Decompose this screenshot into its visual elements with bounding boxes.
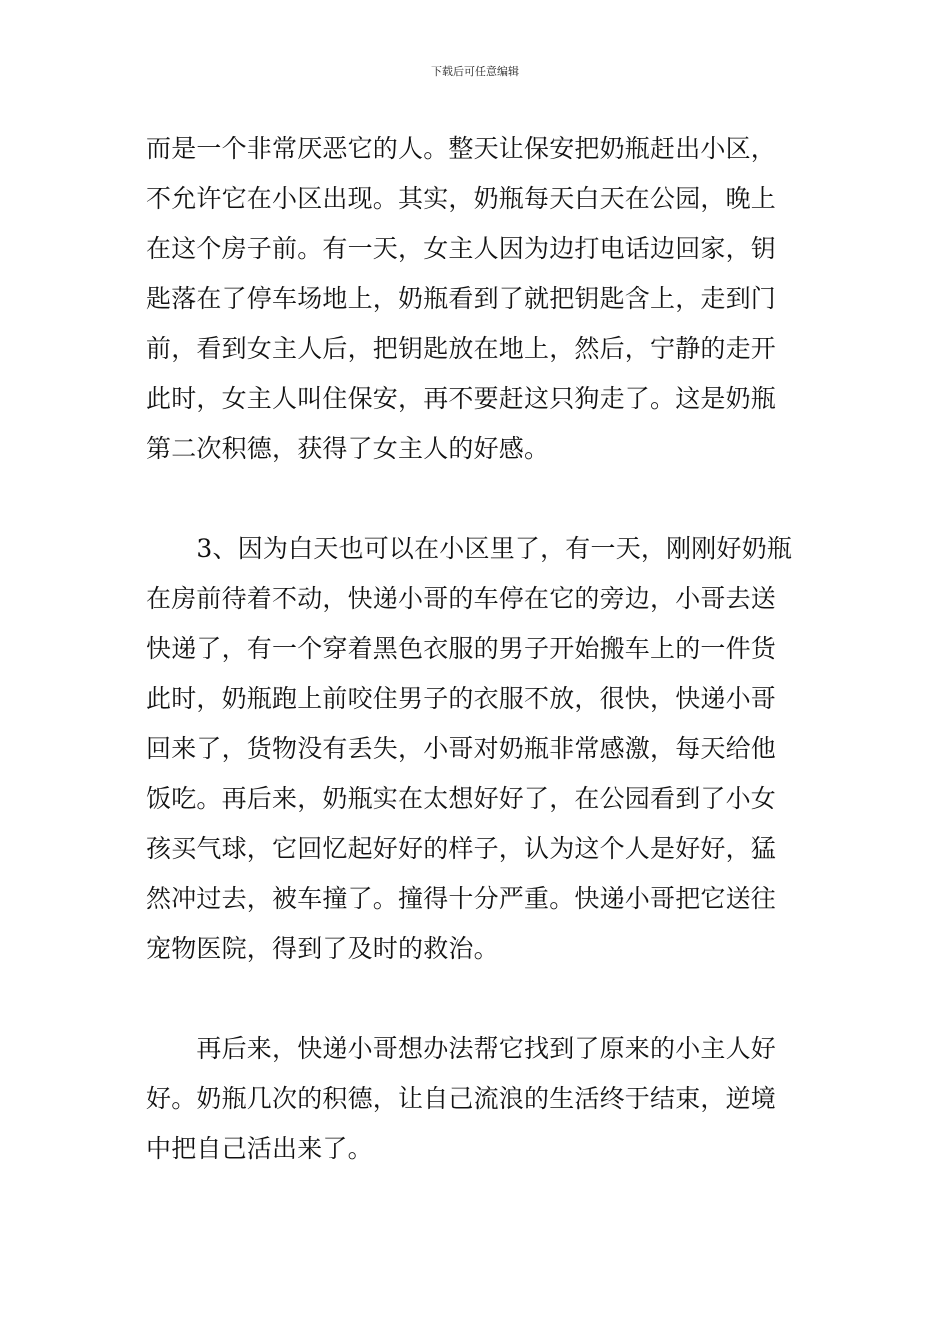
page-header-note: 下载后可任意编辑 bbox=[431, 65, 519, 78]
text-line: 3、因为白天也可以在小区里了，有一天，刚刚好奶瓶 bbox=[146, 534, 793, 563]
paragraph-2 bbox=[146, 524, 810, 974]
text-line: 然冲过去，被车撞了。撞得十分严重。快递小哥把它送往 bbox=[146, 884, 777, 913]
text-line: 回来了，货物没有丢失，小哥对奶瓶非常感激，每天给他 bbox=[146, 734, 777, 763]
text-line: 孩买气球，它回忆起好好的样子，认为这个人是好好，猛 bbox=[146, 834, 777, 863]
text-line: 快递了，有一个穿着黑色衣服的男子开始搬车上的一件货 bbox=[146, 634, 777, 663]
paragraph-3 bbox=[146, 1024, 810, 1174]
text-line: 匙落在了停车场地上，奶瓶看到了就把钥匙含上，走到门 bbox=[146, 284, 777, 313]
text-line: 第二次积德，获得了女主人的好感。 bbox=[146, 434, 550, 463]
paragraph-gap bbox=[146, 974, 810, 1024]
text-line: 再后来，快递小哥想办法帮它找到了原来的小主人好 bbox=[146, 1034, 777, 1063]
text-line: 前，看到女主人后，把钥匙放在地上，然后，宁静的走开 bbox=[146, 334, 777, 363]
text-line: 在房前待着不动，快递小哥的车停在它的旁边，小哥去送 bbox=[146, 584, 777, 613]
paragraph-gap bbox=[146, 474, 810, 524]
text-line: 此时，女主人叫住保安，再不要赶这只狗走了。这是奶瓶 bbox=[146, 384, 777, 413]
text-line: 好。奶瓶几次的积德，让自己流浪的生活终于结束，逆境 bbox=[146, 1084, 777, 1113]
paragraph-1 bbox=[146, 124, 810, 474]
text-line: 中把自己活出来了。 bbox=[146, 1134, 373, 1163]
text-line: 宠物医院，得到了及时的救治。 bbox=[146, 934, 499, 963]
text-line: 不允许它在小区出现。其实，奶瓶每天白天在公园，晚上 bbox=[146, 184, 777, 213]
text-line: 此时，奶瓶跑上前咬住男子的衣服不放，很快，快递小哥 bbox=[146, 684, 777, 713]
text-line: 饭吃。再后来，奶瓶实在太想好好了，在公园看到了小女 bbox=[146, 784, 777, 813]
text-line: 在这个房子前。有一天，女主人因为边打电话边回家，钥 bbox=[146, 234, 777, 263]
text-line: 而是一个非常厌恶它的人。整天让保安把奶瓶赶出小区， bbox=[146, 134, 777, 163]
document-body bbox=[146, 124, 810, 1174]
